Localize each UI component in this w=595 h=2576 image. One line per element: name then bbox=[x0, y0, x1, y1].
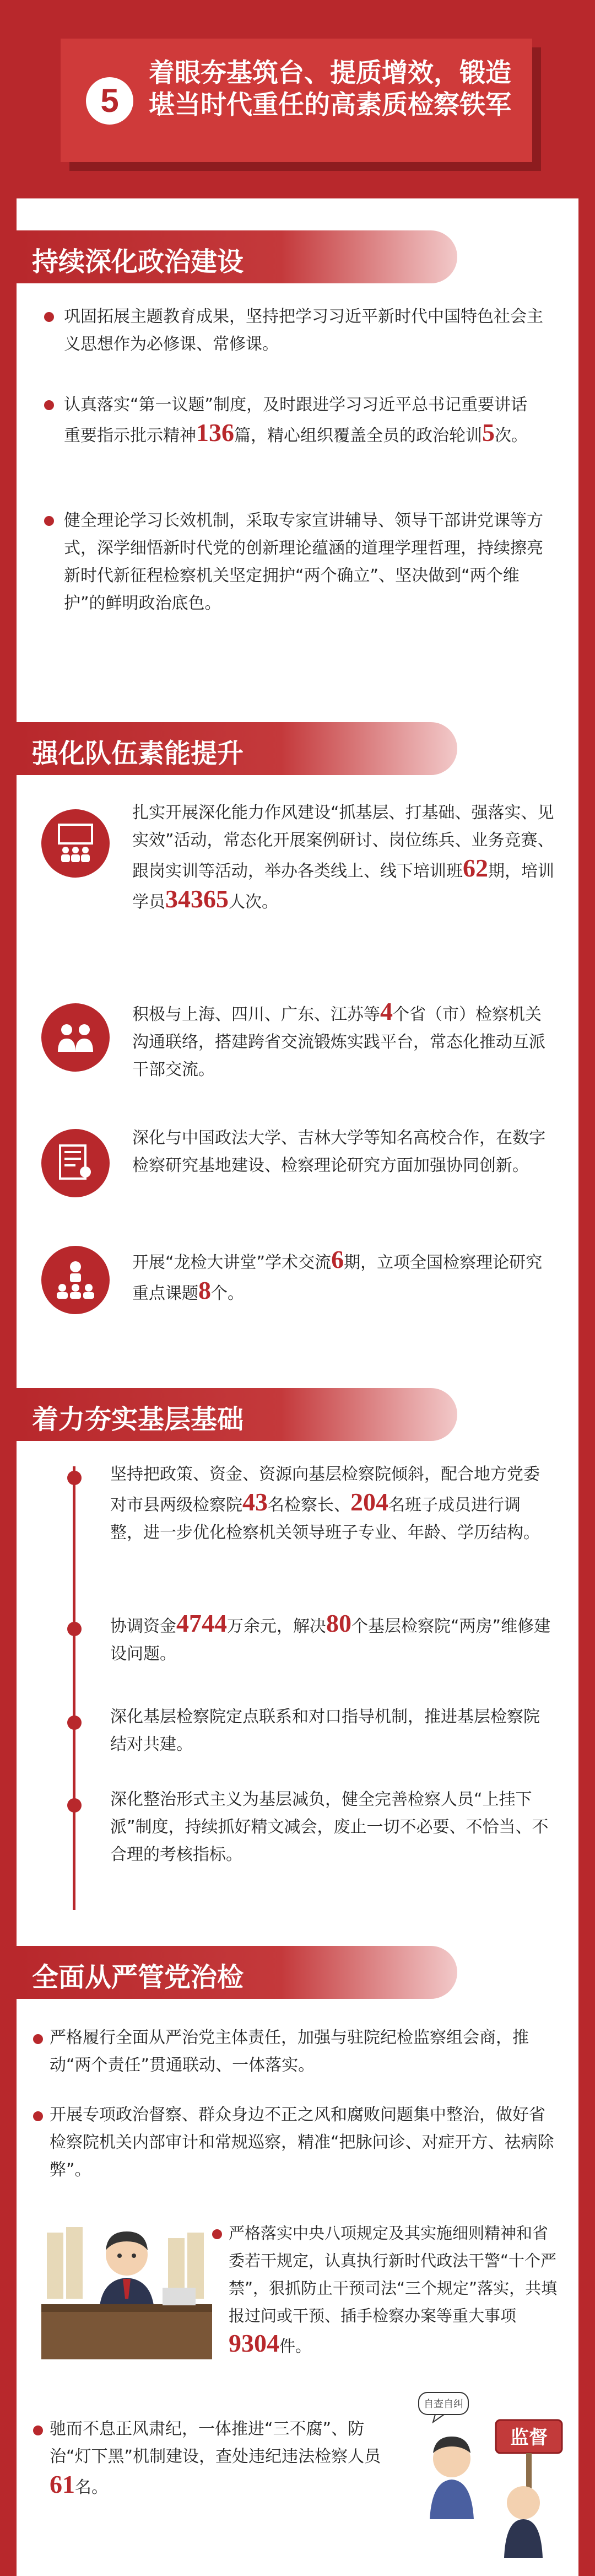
section3-item2 bbox=[110, 1610, 551, 1668]
paragraph-text: 认真落实“第一议题”制度，及时跟进学习习近平总书记重要讲话重要指示批示精神 bbox=[64, 395, 528, 445]
paragraph-text: 健全理论学习长效机制，采取专家宣讲辅导、领导干部讲党课等方式，深学细悟新时代党的创新理论蕴涵的道理学理哲理，持续擦亮新时代新征程检察机关坚定拥护“两个确立”、坚决做到“两个维护”的鲜明政治底色。 bbox=[64, 511, 543, 613]
header-title: 着眼夯基筑台、提质增效，锻造堪当时代重任的高素质检察铁军 bbox=[149, 58, 511, 120]
section-title: 强化队伍素能提升 bbox=[32, 738, 244, 769]
paragraph-text: 个省（市）检察机关沟通联络，搭建跨省交流锻炼实践平台，常态化推动互派干部交流。 bbox=[132, 1005, 545, 1079]
section-title: 全面从严管党治检 bbox=[32, 1962, 244, 1993]
timeline-dot bbox=[67, 1471, 82, 1485]
highlight-number: 5 bbox=[482, 418, 495, 447]
section3-item3 bbox=[110, 1703, 551, 1758]
supervision-illustration bbox=[413, 2381, 573, 2563]
paragraph-text: 协调资金 bbox=[110, 1617, 176, 1636]
highlight-number: 61 bbox=[50, 2470, 75, 2498]
paragraph-text: 严格履行全面从严治党主体责任，加强与驻院纪检监察组会商，推动“两个责任”贯通联动、一体落实。 bbox=[50, 2028, 529, 2075]
bullet-dot bbox=[33, 2426, 43, 2435]
section4-item3 bbox=[229, 2219, 559, 2360]
bullet-dot bbox=[33, 2111, 43, 2121]
self-check-bubble-text: 自查自纠 bbox=[424, 2398, 463, 2410]
header-banner bbox=[61, 39, 540, 171]
paragraph-text: 万余元，解决 bbox=[227, 1617, 326, 1636]
paragraph-text: 篇，精心组织覆盖全员的政治轮训 bbox=[234, 426, 482, 445]
section-head-team bbox=[17, 722, 457, 775]
paragraph-text: 个。 bbox=[211, 1284, 244, 1303]
paragraph-text: 驰而不息正风肃纪，一体推进“三不腐”、防治“灯下黑”机制建设，查处违纪违法检察人员 bbox=[50, 2419, 381, 2466]
highlight-number: 80 bbox=[326, 1609, 351, 1637]
paragraph-text: 深化与中国政法大学、吉林大学等知名高校合作，在数字检察研究基地建设、检察理论研究方面加强协同创新。 bbox=[132, 1128, 545, 1175]
paragraph-text: 名班子成员进行调整，进一步优化检察机关领导班子专业、年龄、学历结构。 bbox=[110, 1496, 540, 1542]
paragraph-text: 深化基层检察院定点联系和对口指导机制，推进基层检察院结对共建。 bbox=[110, 1707, 540, 1754]
paragraph-text: 开展专项政治督察、群众身边不正之风和腐败问题集中整治，做好省检察院机关内部审计和常规巡察，精准“把脉问诊、对症开方、祛病除弊”。 bbox=[50, 2105, 554, 2180]
lecture-audience-icon bbox=[41, 1246, 110, 1314]
section3-item1 bbox=[110, 1461, 551, 1547]
paragraph-text: 个基层检察院“两房”维修建设问题。 bbox=[110, 1617, 551, 1664]
header-number: 5 bbox=[86, 77, 133, 125]
section-head-politics bbox=[17, 230, 457, 283]
highlight-number: 43 bbox=[242, 1488, 268, 1516]
paragraph-text: 名。 bbox=[75, 2478, 108, 2497]
timeline-dot bbox=[67, 1715, 82, 1730]
section-title: 着力夯实基层基础 bbox=[32, 1404, 244, 1435]
section-head-grassroots bbox=[17, 1388, 457, 1441]
section2-item4 bbox=[132, 1246, 556, 1308]
highlight-number: 136 bbox=[196, 418, 234, 447]
exchange-people-icon bbox=[41, 1003, 110, 1072]
paragraph-text: 期，培训学员 bbox=[132, 862, 554, 912]
paragraph-text: 坚持把政策、资金、资源向基层检察院倾斜，配合地方党委对市县两级检察院 bbox=[110, 1465, 540, 1515]
highlight-number: 34365 bbox=[165, 885, 229, 913]
section2-item1 bbox=[132, 799, 556, 916]
bullet-dot bbox=[44, 312, 54, 322]
section4-item4 bbox=[50, 2416, 402, 2502]
paragraph-text: 人次。 bbox=[229, 892, 278, 912]
timeline-dot bbox=[67, 1798, 82, 1813]
supervision-sign-text: 监督 bbox=[510, 2427, 548, 2449]
highlight-number: 6 bbox=[331, 1245, 344, 1273]
bullet-dot bbox=[44, 400, 54, 410]
highlight-number: 4 bbox=[380, 997, 393, 1025]
paragraph-text: 积极与上海、四川、广东、江苏等 bbox=[132, 1005, 380, 1024]
section-head-discipline bbox=[17, 1946, 457, 1999]
section3-item4 bbox=[110, 1786, 551, 1869]
highlight-number: 62 bbox=[463, 854, 488, 882]
section2-item2 bbox=[132, 998, 556, 1084]
highlight-number: 9304 bbox=[229, 2329, 279, 2357]
paragraph-text: 期，立项全国检察理论研究重点课题 bbox=[132, 1253, 543, 1303]
research-document-icon bbox=[41, 1129, 110, 1197]
paragraph-text: 深化整治形式主义为基层减负，健全完善检察人员“上挂下派”制度，持续抓好精文减会，废止一切不必要、不恰当、不合理的考核指标。 bbox=[110, 1790, 549, 1864]
header-box bbox=[61, 39, 532, 162]
bullet-dot bbox=[44, 516, 54, 526]
paragraph-text: 严格落实中央八项规定及其实施细则精神和省委若干规定，认真执行新时代政法干警“十个严禁”，狠抓防止干预司法“三个规定”落实，共填报过问或干预、插手检察办案等重大事项 bbox=[229, 2224, 558, 2325]
section-title: 持续深化政治建设 bbox=[32, 246, 244, 277]
section2-item3 bbox=[132, 1125, 556, 1180]
section1-item2 bbox=[64, 391, 543, 450]
paragraph-text: 巩固拓展主题教育成果，坚持把学习习近平新时代中国特色社会主义思想作为必修课、常修课。 bbox=[64, 307, 543, 354]
timeline-line bbox=[73, 1466, 75, 1910]
paragraph-text: 扎实开展深化能力作风建设“抓基层、打基础、强落实、见实效”活动，常态化开展案例研讨、岗位练兵、业务竞赛、跟岗实训等活动，举办各类线上、线下培训班 bbox=[132, 803, 554, 881]
bullet-dot bbox=[212, 2229, 222, 2239]
section1-item3 bbox=[64, 507, 543, 617]
section4-item1 bbox=[50, 2024, 556, 2079]
paragraph-text: 名检察长、 bbox=[268, 1496, 350, 1515]
highlight-number: 4744 bbox=[176, 1609, 227, 1637]
highlight-number: 8 bbox=[198, 1276, 211, 1304]
section4-item2 bbox=[50, 2101, 556, 2184]
office-worker-illustration bbox=[36, 2216, 218, 2365]
section1-item1 bbox=[64, 303, 543, 358]
timeline-dot bbox=[67, 1622, 82, 1636]
training-class-icon bbox=[41, 809, 110, 878]
bullet-dot bbox=[33, 2034, 43, 2044]
content-panel bbox=[17, 198, 578, 2576]
paragraph-text: 次。 bbox=[495, 426, 528, 445]
paragraph-text: 开展“龙检大讲堂”学术交流 bbox=[132, 1253, 332, 1272]
paragraph-text: 件。 bbox=[279, 2337, 312, 2355]
highlight-number: 204 bbox=[350, 1488, 388, 1516]
